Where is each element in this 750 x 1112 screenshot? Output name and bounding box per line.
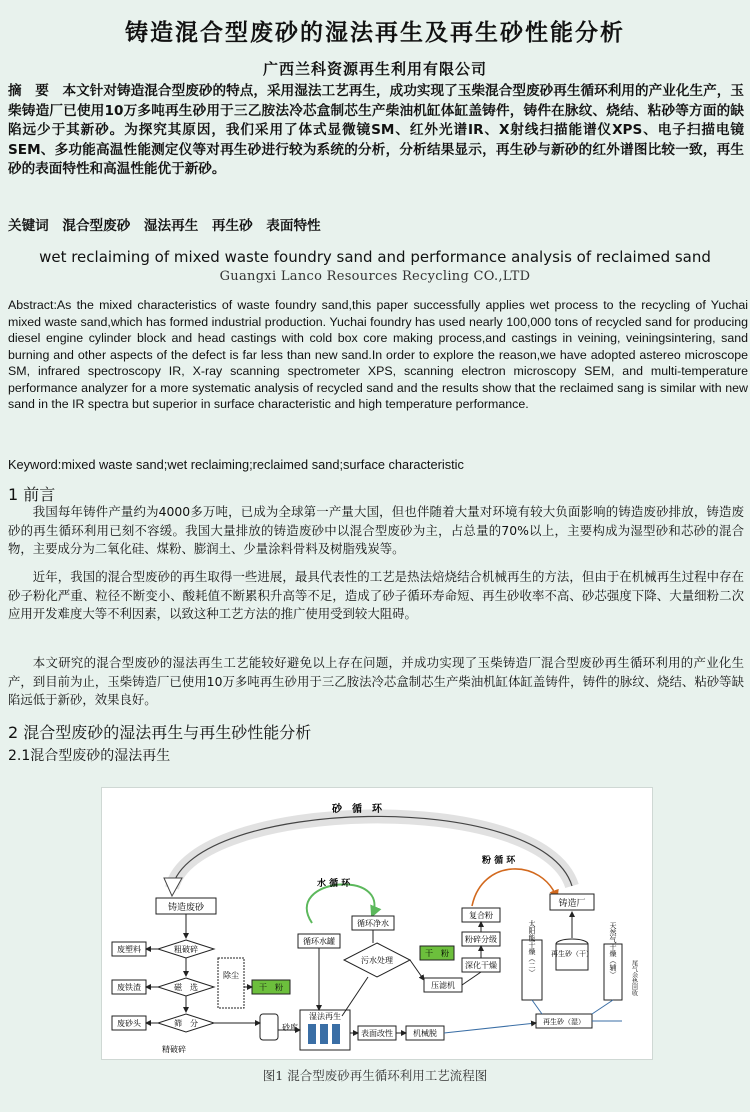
box-reclaimed-wet-label: 再生砂（湿） bbox=[543, 1018, 585, 1026]
section-2-1-heading: 2.1混合型废砂的湿法再生 bbox=[8, 748, 171, 764]
fine-break-label: 精破碎 bbox=[162, 1045, 186, 1054]
box-dust-removal-label: 除尘 bbox=[223, 971, 239, 980]
paper-title: 铸造混合型废砂的湿法再生及再生砂性能分析 bbox=[125, 20, 625, 46]
keywords-zh: 关键词 混合型废砂 湿法再生 再生砂 表面特性 bbox=[8, 218, 321, 234]
powder-cycle-arc bbox=[472, 869, 557, 906]
box-filter-press-label: 压滤机 bbox=[431, 981, 455, 990]
section-1-para-1: 我国每年铸件产量约为4000多万吨，已成为全球第一产量大国，但也伴随着大量对环境有较大负面影响的铸造废砂排放，铸造废砂的再生循环利用已刻不容缓。我国大量排放的铸造废砂中以混合型废砂为主，占总量的70%以上，主要构成为湿型砂和芯砂的混合物，主要成分为二氧化硅、煤粉、膨润土、少量涂料骨料及树脂残炭等。 bbox=[8, 504, 744, 557]
abstract-zh: 摘 要 本文针对铸造混合型废砂的特点，采用湿法工艺再生，成功实现了玉柴混合型废砂再生循环利用的产业化生产，玉柴铸造厂已使用10万多吨再生砂用于三乙胺法冷芯盒制芯生产柴油机缸体缸盖铸件，铸件在脉纹、烧结、粘砂等方面的缺陷远少于其新砂。为探究其原因，我们采用了体式显微镜SM、红外光谱IR、X射线扫描能谱仪XPS、电子扫描电镜SEM、多功能高温性能测定仪等对再生砂进行较为系统的分析，分析结果显示，再生砂与新砂的红外谱图比较一致，再生砂的表面特性和高温性能优于新砂。 bbox=[8, 83, 744, 178]
box-wet-reclaim-label: 湿法再生 bbox=[309, 1012, 341, 1021]
box-foundry-waste-label: 铸造废砂 bbox=[167, 903, 205, 913]
abstract-en: Abstract:As the mixed characteristics of waste foundry sand,this paper successfully applies wet process to the recycling of Yuchai mixed waste sand,which has formed industrial production. Yuchai foundry has used nearly 100,000 tons of recycled sand for producing diesel engine cylinder block and head castings with cold box core making process,and castings in veining, veiningsintering, sand burning and other aspects of the defect is far less than new sand.In order to explore the reason,we have adopted astereo microscope SM, infrared spectroscopy IR, X-ray scanning spectrometer XPS, scanning electron microscopy SEM, and multi-temperature performance analyzer for a more systematic analysis of recycled sand and the results show that the reclaimed sang is similar with new sand in the IR spectra but superior in surface characteristic and high temperature performance. bbox=[8, 298, 748, 411]
sand-cycle-arc bbox=[172, 816, 572, 888]
sand-silo-label: 砂库 bbox=[282, 1023, 298, 1032]
box-waste-iron-label: 废铁渣 bbox=[117, 983, 141, 992]
sand-cycle-label: 砂 循 环 bbox=[332, 804, 382, 815]
box-solar-dryer-label: 太阳能干燥（二） bbox=[528, 920, 536, 976]
box-circ-tank-label: 循环水罐 bbox=[303, 937, 335, 946]
box-coarse-break-label: 粗破碎 bbox=[174, 945, 198, 954]
box-magnetic-sep-label: 磁 选 bbox=[174, 983, 198, 992]
box-dewater-label: 机械脱 bbox=[413, 1029, 437, 1038]
box-dry-clean-label: 深化干燥 bbox=[465, 961, 497, 970]
title-en: wet reclaiming of mixed waste foundry sand and performance analysis of reclaimed sand bbox=[39, 248, 711, 266]
organization-en: Guangxi Lanco Resources Recycling CO.,LTD bbox=[219, 269, 531, 284]
section-1-para-2: 近年，我国的混合型废砂的再生取得一些进展，最具代表性的工艺是热法焙烧结合机械再生的方法，但由于在机械再生过程中存在砂子粉化严重、粒径不断变小、酸耗值不断累积升高等不足，造成了砂子循环寿命短、再生砂收率不高、砂芯强度下降、大量细粉二次应用开发难度大等不利因素，以致这种工艺方法的推广使用受到较大阻碍。 bbox=[8, 569, 744, 622]
section-1-para-3: 本文研究的混合型废砂的湿法再生工艺能较好避免以上存在问题，并成功实现了玉柴铸造厂混合型废砂再生循环利用的产业化生产，到目前为止，玉柴铸造厂已使用10万多吨再生砂用于三乙胺法冷芯盒制芯生产柴油机缸体缸盖铸件，铸件的脉纹、烧结、粘砂等缺陷远低于新砂，效果良好。 bbox=[8, 655, 744, 708]
box-waste-lump-label: 废砂头 bbox=[117, 1019, 141, 1028]
keywords-en: Keyword:mixed waste sand;wet reclaiming;reclaimed sand;surface characteristic bbox=[8, 457, 464, 472]
sand-cycle-arc-line bbox=[172, 816, 572, 888]
box-clean-water-label: 循环净水 bbox=[357, 919, 389, 928]
box-gas-dryer-label: 天然气干燥（辅） bbox=[609, 922, 617, 978]
water-cycle-label: 水 循 环 bbox=[317, 879, 351, 889]
box-waste-plastic-label: 废塑料 bbox=[117, 945, 141, 954]
box-screening-label: 筛 分 bbox=[174, 1019, 198, 1028]
process-flow-figure bbox=[101, 787, 653, 1060]
box-sewage-label: 污水处理 bbox=[361, 956, 393, 965]
section-1-heading: 1 前言 bbox=[8, 485, 56, 504]
box-powder-grade-label: 粉碎分级 bbox=[465, 935, 497, 944]
box-foundry-plant-label: 铸造厂 bbox=[558, 899, 586, 909]
powder-cycle-label: 粉 循 环 bbox=[482, 856, 516, 866]
section-2-heading: 2 混合型废砂的湿法再生与再生砂性能分析 bbox=[8, 723, 312, 742]
organization: 广西兰科资源再生利用有限公司 bbox=[262, 60, 487, 78]
figure-caption: 图1 混合型废砂再生循环利用工艺流程图 bbox=[262, 1068, 488, 1083]
air-recovery-label: 尾气余热回收 bbox=[630, 960, 638, 996]
box-dry-powder-2-label: 干 粉 bbox=[425, 949, 449, 958]
box-surface-mod-label: 表面改性 bbox=[361, 1029, 393, 1038]
box-reclaimed-dry-label: 再生砂（干） bbox=[551, 950, 593, 958]
process-flow-diagram bbox=[102, 788, 652, 1059]
box-dry-powder-label: 干 粉 bbox=[259, 983, 283, 992]
sand-silo bbox=[260, 1014, 278, 1040]
box-compound-powder-label: 复合粉 bbox=[469, 911, 493, 920]
